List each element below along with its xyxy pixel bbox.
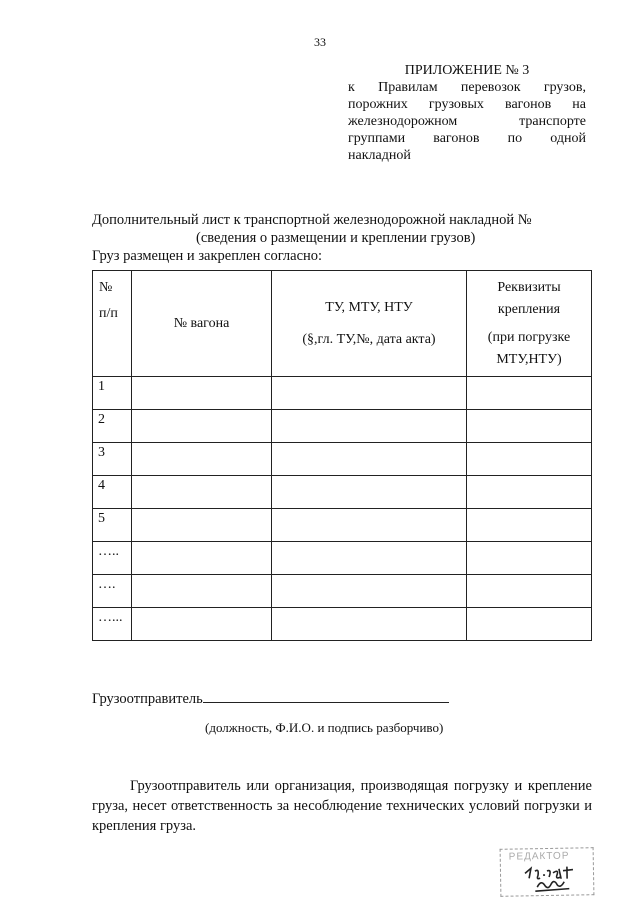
wagon-cell[interactable] <box>132 575 272 608</box>
document-heading: Дополнительный лист к транспортной железнодорожной накладной № <box>92 212 532 228</box>
wagon-cell[interactable] <box>132 509 272 542</box>
requisites-cell[interactable] <box>467 443 592 476</box>
placement-intro: Груз размещен и закреплен согласно: <box>92 248 323 264</box>
header-wagon: № вагона <box>132 271 272 377</box>
header-tu-detail: (§,гл. ТУ,№, дата акта) <box>302 331 436 347</box>
header-requisites <box>467 271 592 377</box>
stamp-handwriting-icon <box>501 848 594 896</box>
header-req-line: (при погрузке <box>487 329 571 345</box>
header-req-line: крепления <box>497 301 561 317</box>
tu-cell[interactable] <box>272 509 467 542</box>
sender-label: Грузоотправитель <box>92 691 203 707</box>
appendix-header <box>348 62 586 164</box>
header-tu-title: ТУ, МТУ, НТУ <box>325 299 413 315</box>
header-number-label: п/п <box>99 306 118 321</box>
row-number: 4 <box>93 476 132 509</box>
requisites-cell[interactable] <box>467 377 592 410</box>
requisites-cell[interactable] <box>467 476 592 509</box>
requisites-cell[interactable] <box>467 542 592 575</box>
responsibility-text: Грузоотправитель или организация, производящая погрузку и крепление груза, несет ответственность за несоблюдение технических условий погрузки и крепления груза. <box>92 778 592 834</box>
sender-signature-line <box>92 688 449 708</box>
requisites-cell[interactable] <box>467 410 592 443</box>
row-number: …. <box>93 575 132 608</box>
tu-cell[interactable] <box>272 542 467 575</box>
header-number <box>93 271 132 377</box>
wagon-cell[interactable] <box>132 377 272 410</box>
row-number: …... <box>93 608 132 641</box>
row-number: 2 <box>93 410 132 443</box>
appendix-line: железнодорожном транспорте <box>348 114 586 129</box>
requisites-cell[interactable] <box>467 575 592 608</box>
row-number: 5 <box>93 509 132 542</box>
tu-cell[interactable] <box>272 377 467 410</box>
table-row <box>93 608 592 641</box>
table-row <box>93 476 592 509</box>
header-req-line: МТУ,НТУ) <box>496 351 562 367</box>
table-row <box>93 377 592 410</box>
tu-cell[interactable] <box>272 443 467 476</box>
page-number: 33 <box>314 35 326 49</box>
header-number-symbol: № <box>99 280 113 295</box>
table-header-row <box>93 271 592 377</box>
responsibility-paragraph <box>92 776 592 836</box>
row-number: 1 <box>93 377 132 410</box>
document-subheading: (сведения о размещении и креплении грузов) <box>196 230 476 246</box>
wagon-cell[interactable] <box>132 476 272 509</box>
tu-cell[interactable] <box>272 476 467 509</box>
table-row <box>93 575 592 608</box>
table-row <box>93 443 592 476</box>
row-number: 3 <box>93 443 132 476</box>
wagon-cell[interactable] <box>132 608 272 641</box>
header-tu <box>272 271 467 377</box>
requisites-cell[interactable] <box>467 608 592 641</box>
sender-signature-field[interactable] <box>203 688 449 703</box>
stamp-printed-text: РЕДАКТОР <box>508 850 570 863</box>
cargo-placement-table <box>92 270 592 641</box>
wagon-cell[interactable] <box>132 410 272 443</box>
row-number: ….. <box>93 542 132 575</box>
editor-stamp <box>500 847 595 897</box>
table-row <box>93 509 592 542</box>
table-row <box>93 410 592 443</box>
wagon-cell[interactable] <box>132 443 272 476</box>
wagon-cell[interactable] <box>132 542 272 575</box>
appendix-line: порожних грузовых вагонов на <box>348 97 586 112</box>
tu-cell[interactable] <box>272 608 467 641</box>
appendix-title: ПРИЛОЖЕНИЕ № 3 <box>404 63 530 78</box>
appendix-line: к Правилам перевозок грузов, <box>348 80 586 95</box>
appendix-line: группами вагонов по одной <box>348 131 586 146</box>
sender-signature-hint: (должность, Ф.И.О. и подпись разборчиво) <box>205 720 444 735</box>
table-row <box>93 542 592 575</box>
header-req-line: Реквизиты <box>497 279 561 295</box>
tu-cell[interactable] <box>272 575 467 608</box>
appendix-line: накладной <box>348 148 411 163</box>
tu-cell[interactable] <box>272 410 467 443</box>
requisites-cell[interactable] <box>467 509 592 542</box>
